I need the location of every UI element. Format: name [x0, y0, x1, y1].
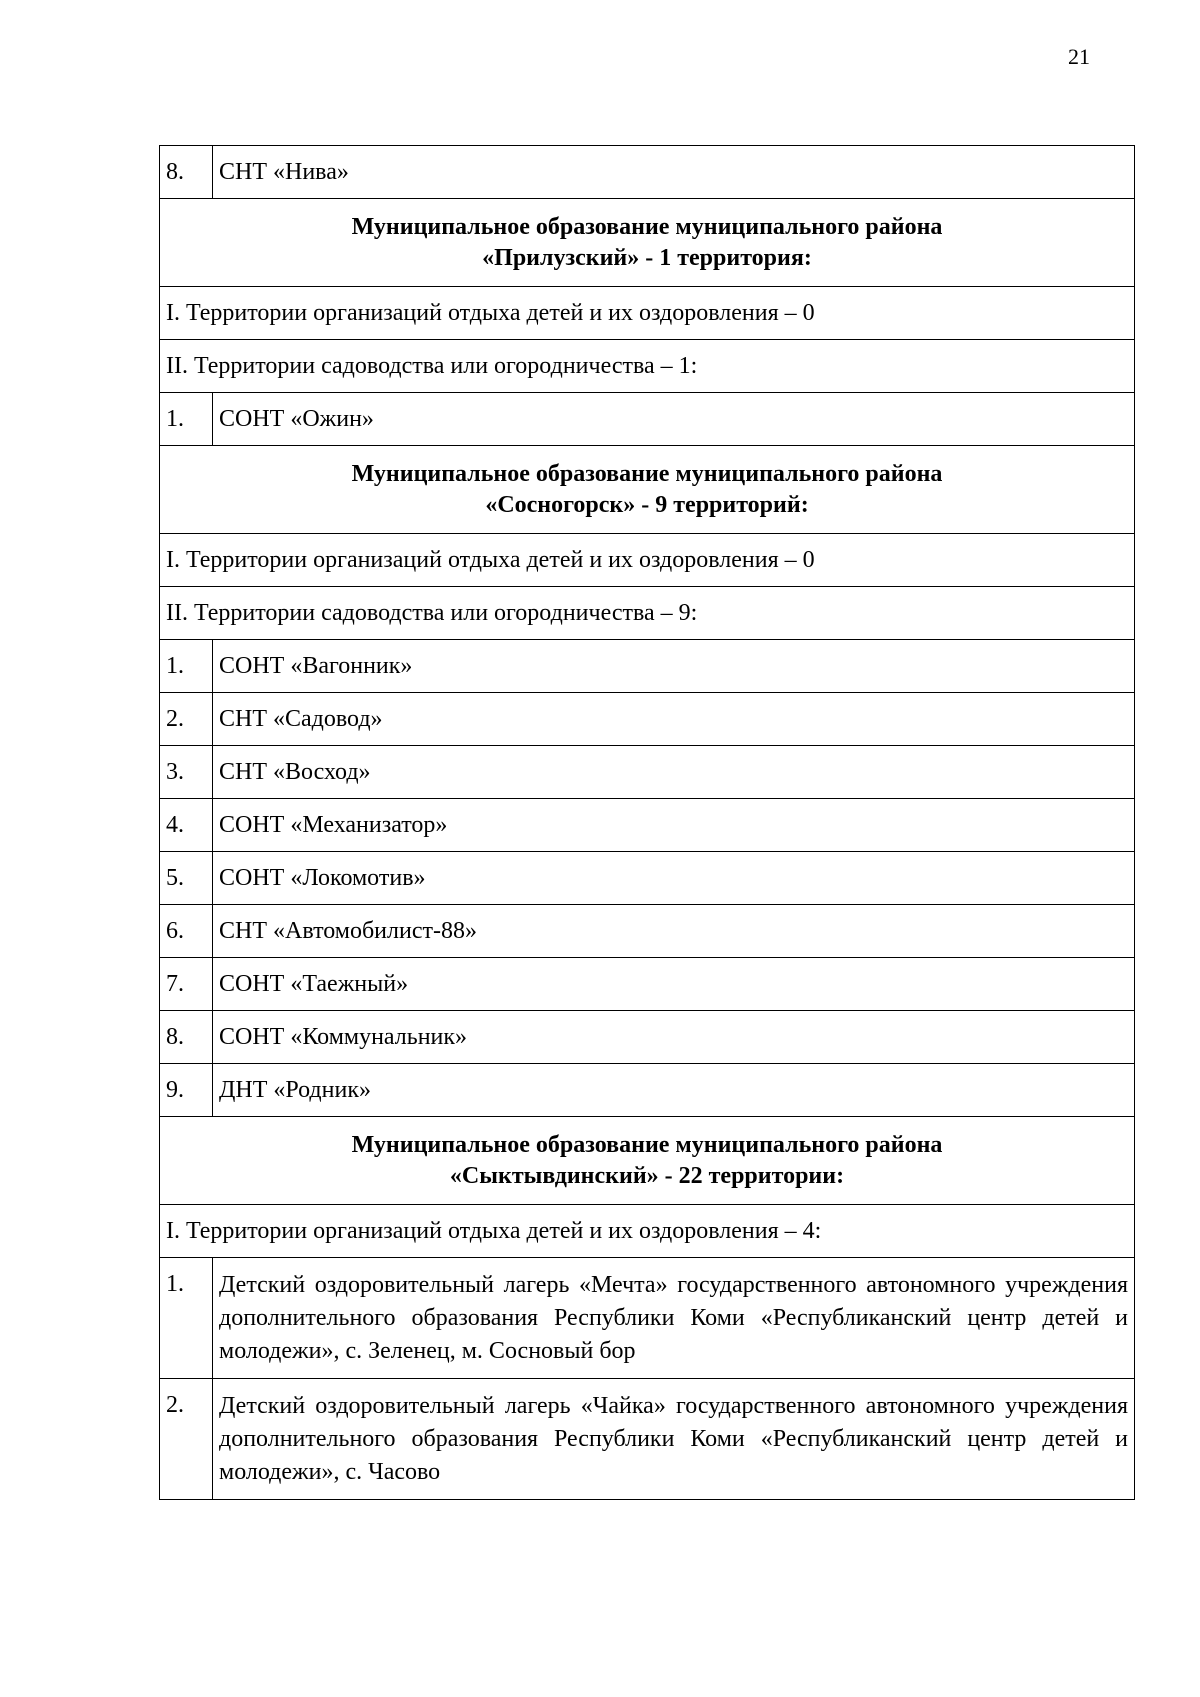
row-number: 1. [160, 393, 213, 446]
table-row [160, 393, 1135, 446]
row-text: СНТ «Садовод» [213, 693, 1135, 746]
table-row [160, 146, 1135, 199]
municipality-heading-row [160, 1117, 1135, 1205]
row-text: СОНТ «Локомотив» [213, 852, 1135, 905]
heading-line-2: «Сыктывдинский» - 22 территории: [449, 1162, 845, 1189]
row-number: 6. [160, 905, 213, 958]
section-row [160, 587, 1135, 640]
row-text: СОНТ «Вагонник» [213, 640, 1135, 693]
row-text: Детский оздоровительный лагерь «Чайка» государственного автономного учреждения дополнительного образования Республики Коми «Республиканский центр детей и молодежи», с. Часово [213, 1379, 1135, 1500]
row-text: СОНТ «Таежный» [213, 958, 1135, 1011]
row-text: ДНТ «Родник» [213, 1064, 1135, 1117]
section-row [160, 340, 1135, 393]
section-text: I. Территории организаций отдыха детей и их оздоровления – 0 [160, 534, 1135, 587]
row-number: 1. [160, 640, 213, 693]
row-number: 1. [160, 1258, 213, 1379]
municipality-heading [160, 446, 1135, 534]
table-row [160, 1011, 1135, 1064]
municipality-heading [160, 199, 1135, 287]
section-text: II. Территории садоводства или огородничества – 9: [160, 587, 1135, 640]
page-number: 21 [1068, 44, 1090, 69]
table-row [160, 1064, 1135, 1117]
row-number: 5. [160, 852, 213, 905]
table-row [160, 1258, 1135, 1379]
section-text: I. Территории организаций отдыха детей и их оздоровления – 4: [160, 1205, 1135, 1258]
row-text: СНТ «Нива» [213, 146, 1135, 199]
heading-line-2: «Прилузский» - 1 территория: [482, 244, 812, 271]
section-row [160, 534, 1135, 587]
row-text: СОНТ «Механизатор» [213, 799, 1135, 852]
section-text: I. Территории организаций отдыха детей и их оздоровления – 0 [160, 287, 1135, 340]
table-row [160, 852, 1135, 905]
territories-table [159, 145, 1135, 1500]
row-number: 7. [160, 958, 213, 1011]
row-number: 4. [160, 799, 213, 852]
table-row [160, 746, 1135, 799]
row-number: 3. [160, 746, 213, 799]
municipality-heading-row [160, 446, 1135, 534]
table-row [160, 958, 1135, 1011]
row-number: 8. [160, 146, 213, 199]
table-row [160, 640, 1135, 693]
row-number: 8. [160, 1011, 213, 1064]
row-text: СОНТ «Коммунальник» [213, 1011, 1135, 1064]
heading-line-1: Муниципальное образование муниципального района [351, 460, 943, 487]
section-row [160, 1205, 1135, 1258]
heading-line-1: Муниципальное образование муниципального района [351, 213, 943, 240]
municipality-heading [160, 1117, 1135, 1205]
heading-line-1: Муниципальное образование муниципального района [351, 1131, 943, 1158]
row-number: 9. [160, 1064, 213, 1117]
table-row [160, 905, 1135, 958]
table-row [160, 693, 1135, 746]
row-text: Детский оздоровительный лагерь «Мечта» государственного автономного учреждения дополнительного образования Республики Коми «Республиканский центр детей и молодежи», с. Зеленец, м. Сосновый бор [213, 1258, 1135, 1379]
row-number: 2. [160, 693, 213, 746]
row-text: СОНТ «Ожин» [213, 393, 1135, 446]
heading-line-2: «Сосногорск» - 9 территорий: [485, 491, 809, 518]
section-row [160, 287, 1135, 340]
section-text: II. Территории садоводства или огородничества – 1: [160, 340, 1135, 393]
row-text: СНТ «Автомобилист-88» [213, 905, 1135, 958]
table-row [160, 799, 1135, 852]
table-row [160, 1379, 1135, 1500]
municipality-heading-row [160, 199, 1135, 287]
row-text: СНТ «Восход» [213, 746, 1135, 799]
row-number: 2. [160, 1379, 213, 1500]
